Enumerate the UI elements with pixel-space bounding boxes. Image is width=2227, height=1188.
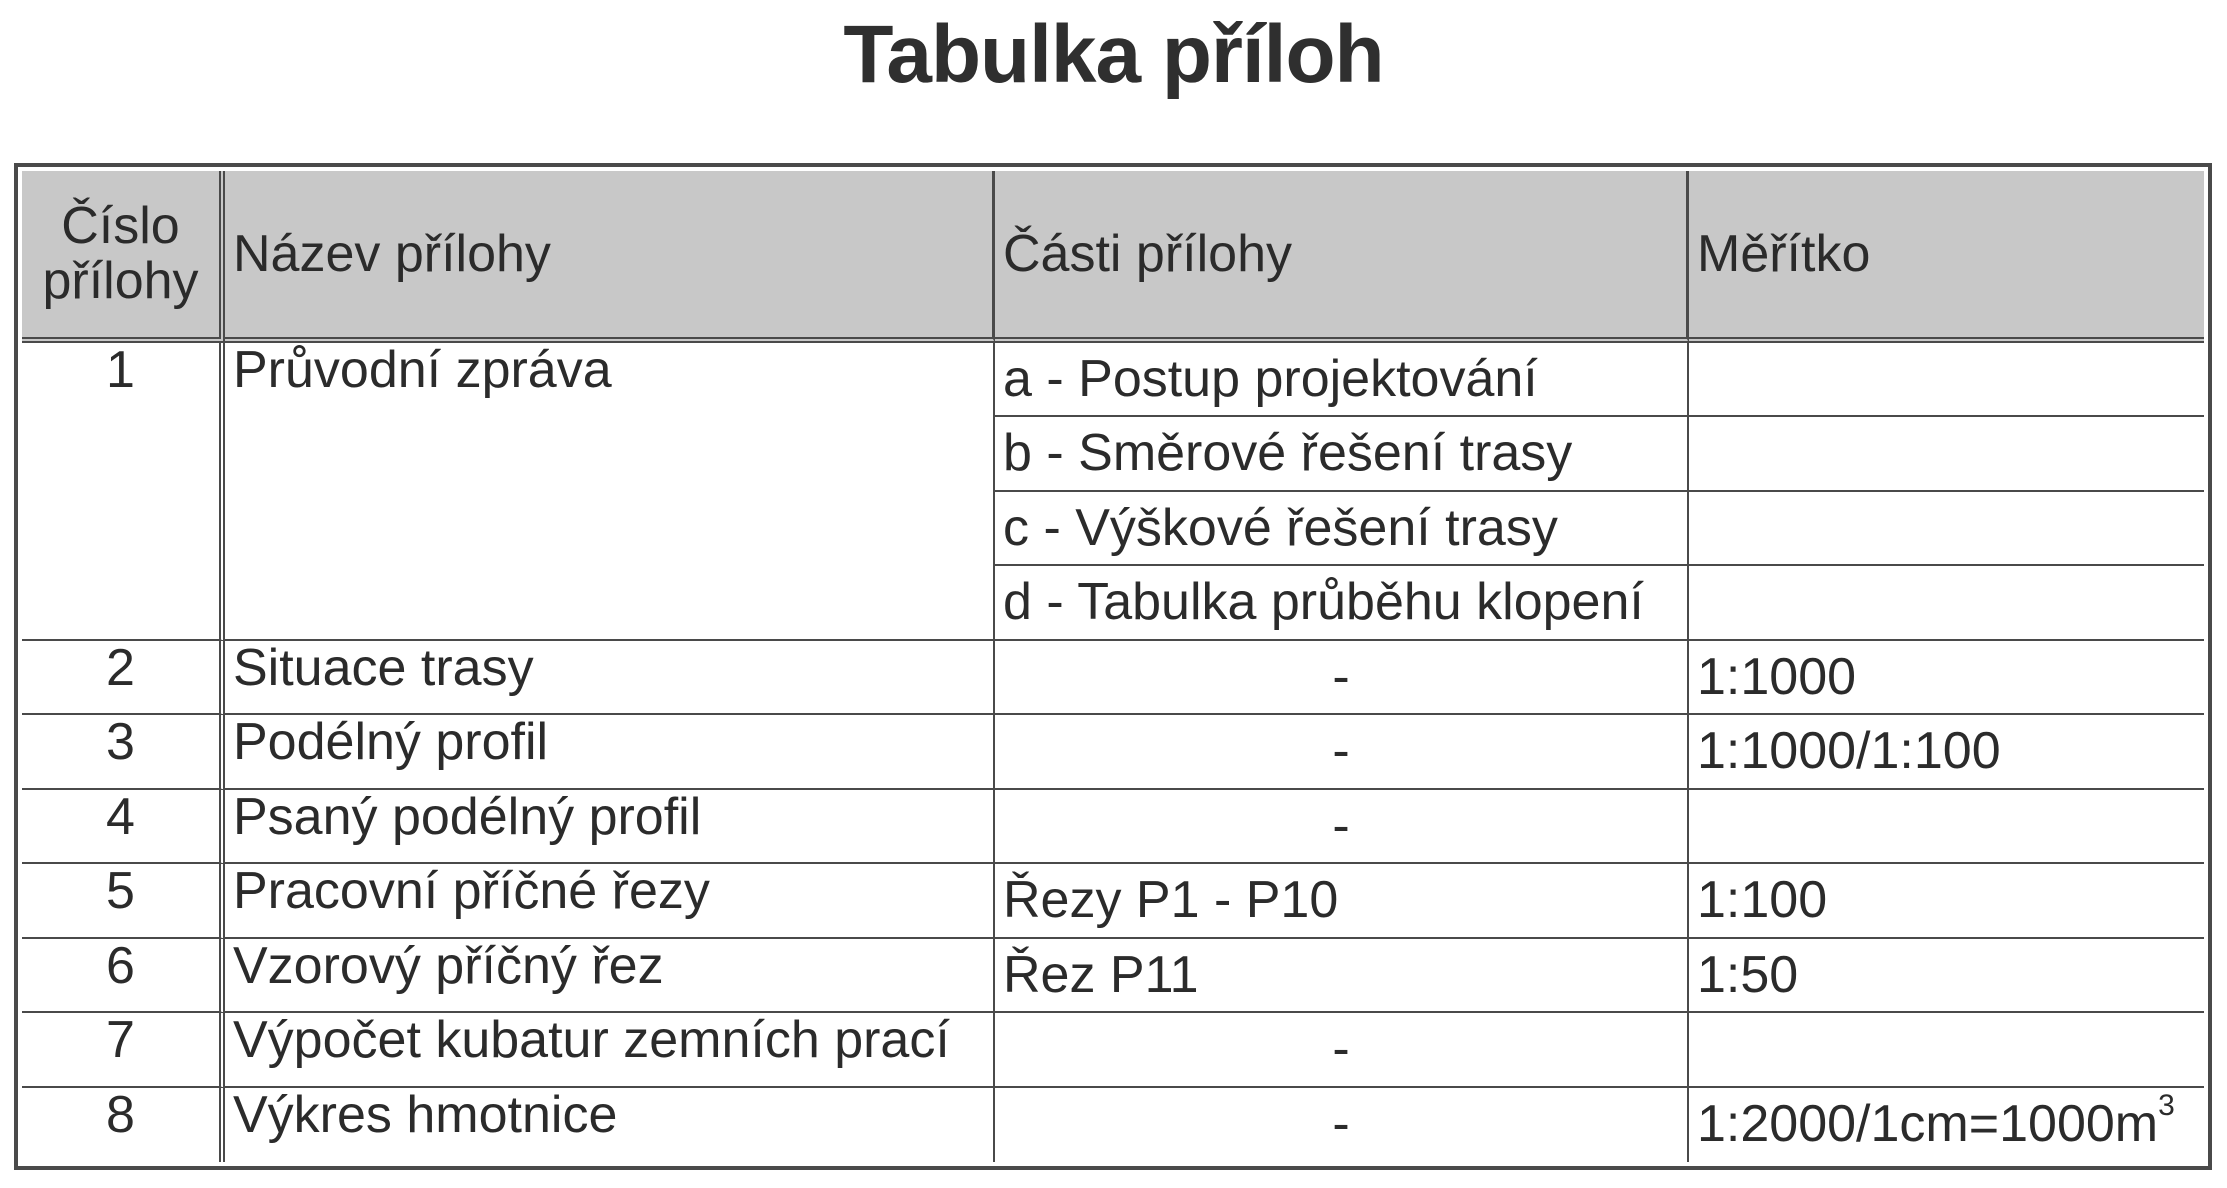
row-part: - — [995, 1013, 1689, 1087]
row-part: - — [995, 715, 1689, 789]
page-title: Tabulka příloh — [843, 9, 1384, 100]
row-name: Situace trasy — [225, 641, 995, 715]
row-scale — [1689, 343, 2204, 417]
row-part: a - Postup projektování — [995, 343, 1689, 417]
row-part: Řezy P1 - P10 — [995, 864, 1689, 938]
row-part: b - Směrové řešení trasy — [995, 417, 1689, 491]
row-number: 7 — [22, 1013, 225, 1087]
row-scale — [1689, 417, 2204, 491]
attachments-table-frame — [14, 163, 2212, 1170]
row-scale — [1689, 566, 2204, 640]
header-number-line2: přílohy — [42, 252, 199, 310]
table-row — [22, 1088, 2204, 1162]
row-part: d - Tabulka průběhu klopení — [995, 566, 1689, 640]
row-name: Průvodní zpráva — [225, 343, 995, 641]
row-name: Psaný podélný profil — [225, 790, 995, 864]
row-number: 5 — [22, 864, 225, 938]
row-part: Řez P11 — [995, 939, 1689, 1013]
row-name: Výpočet kubatur zemních prací — [225, 1013, 995, 1087]
row-number: 4 — [22, 790, 225, 864]
header-name: Název přílohy — [225, 171, 995, 343]
row-part: - — [995, 1088, 1689, 1162]
table-header-row — [22, 171, 2204, 343]
row-scale-value: 1:2000/1cm=1000m — [1697, 1095, 2159, 1154]
row-scale: 1:100 — [1689, 864, 2204, 938]
row-scale — [1689, 1088, 2204, 1162]
row-scale-superscript: 3 — [2158, 1089, 2175, 1123]
header-number — [22, 171, 225, 343]
row-part: c - Výškové řešení trasy — [995, 492, 1689, 566]
row-number: 3 — [22, 715, 225, 789]
row-scale — [1689, 492, 2204, 566]
attachments-table — [22, 171, 2204, 1162]
row-number: 6 — [22, 939, 225, 1013]
row-name: Výkres hmotnice — [225, 1088, 995, 1162]
row-name: Podélný profil — [225, 715, 995, 789]
row-part: - — [995, 641, 1689, 715]
header-parts: Části přílohy — [995, 171, 1689, 343]
row-number: 8 — [22, 1088, 225, 1162]
row-name: Pracovní příčné řezy — [225, 864, 995, 938]
row-name: Vzorový příčný řez — [225, 939, 995, 1013]
header-scale: Měřítko — [1689, 171, 2204, 343]
row-number: 2 — [22, 641, 225, 715]
table-row — [22, 343, 2204, 417]
row-scale — [1689, 1013, 2204, 1087]
table-row — [22, 939, 2204, 1013]
table-row — [22, 1013, 2204, 1087]
row-part: - — [995, 790, 1689, 864]
row-scale: 1:50 — [1689, 939, 2204, 1013]
table-row — [22, 641, 2204, 715]
table-row — [22, 864, 2204, 938]
row-scale: 1:1000 — [1689, 641, 2204, 715]
row-scale: 1:1000/1:100 — [1689, 715, 2204, 789]
header-number-line1: Číslo — [61, 197, 180, 256]
row-scale — [1689, 790, 2204, 864]
table-row — [22, 715, 2204, 789]
row-number: 1 — [22, 343, 225, 641]
table-row — [22, 790, 2204, 864]
